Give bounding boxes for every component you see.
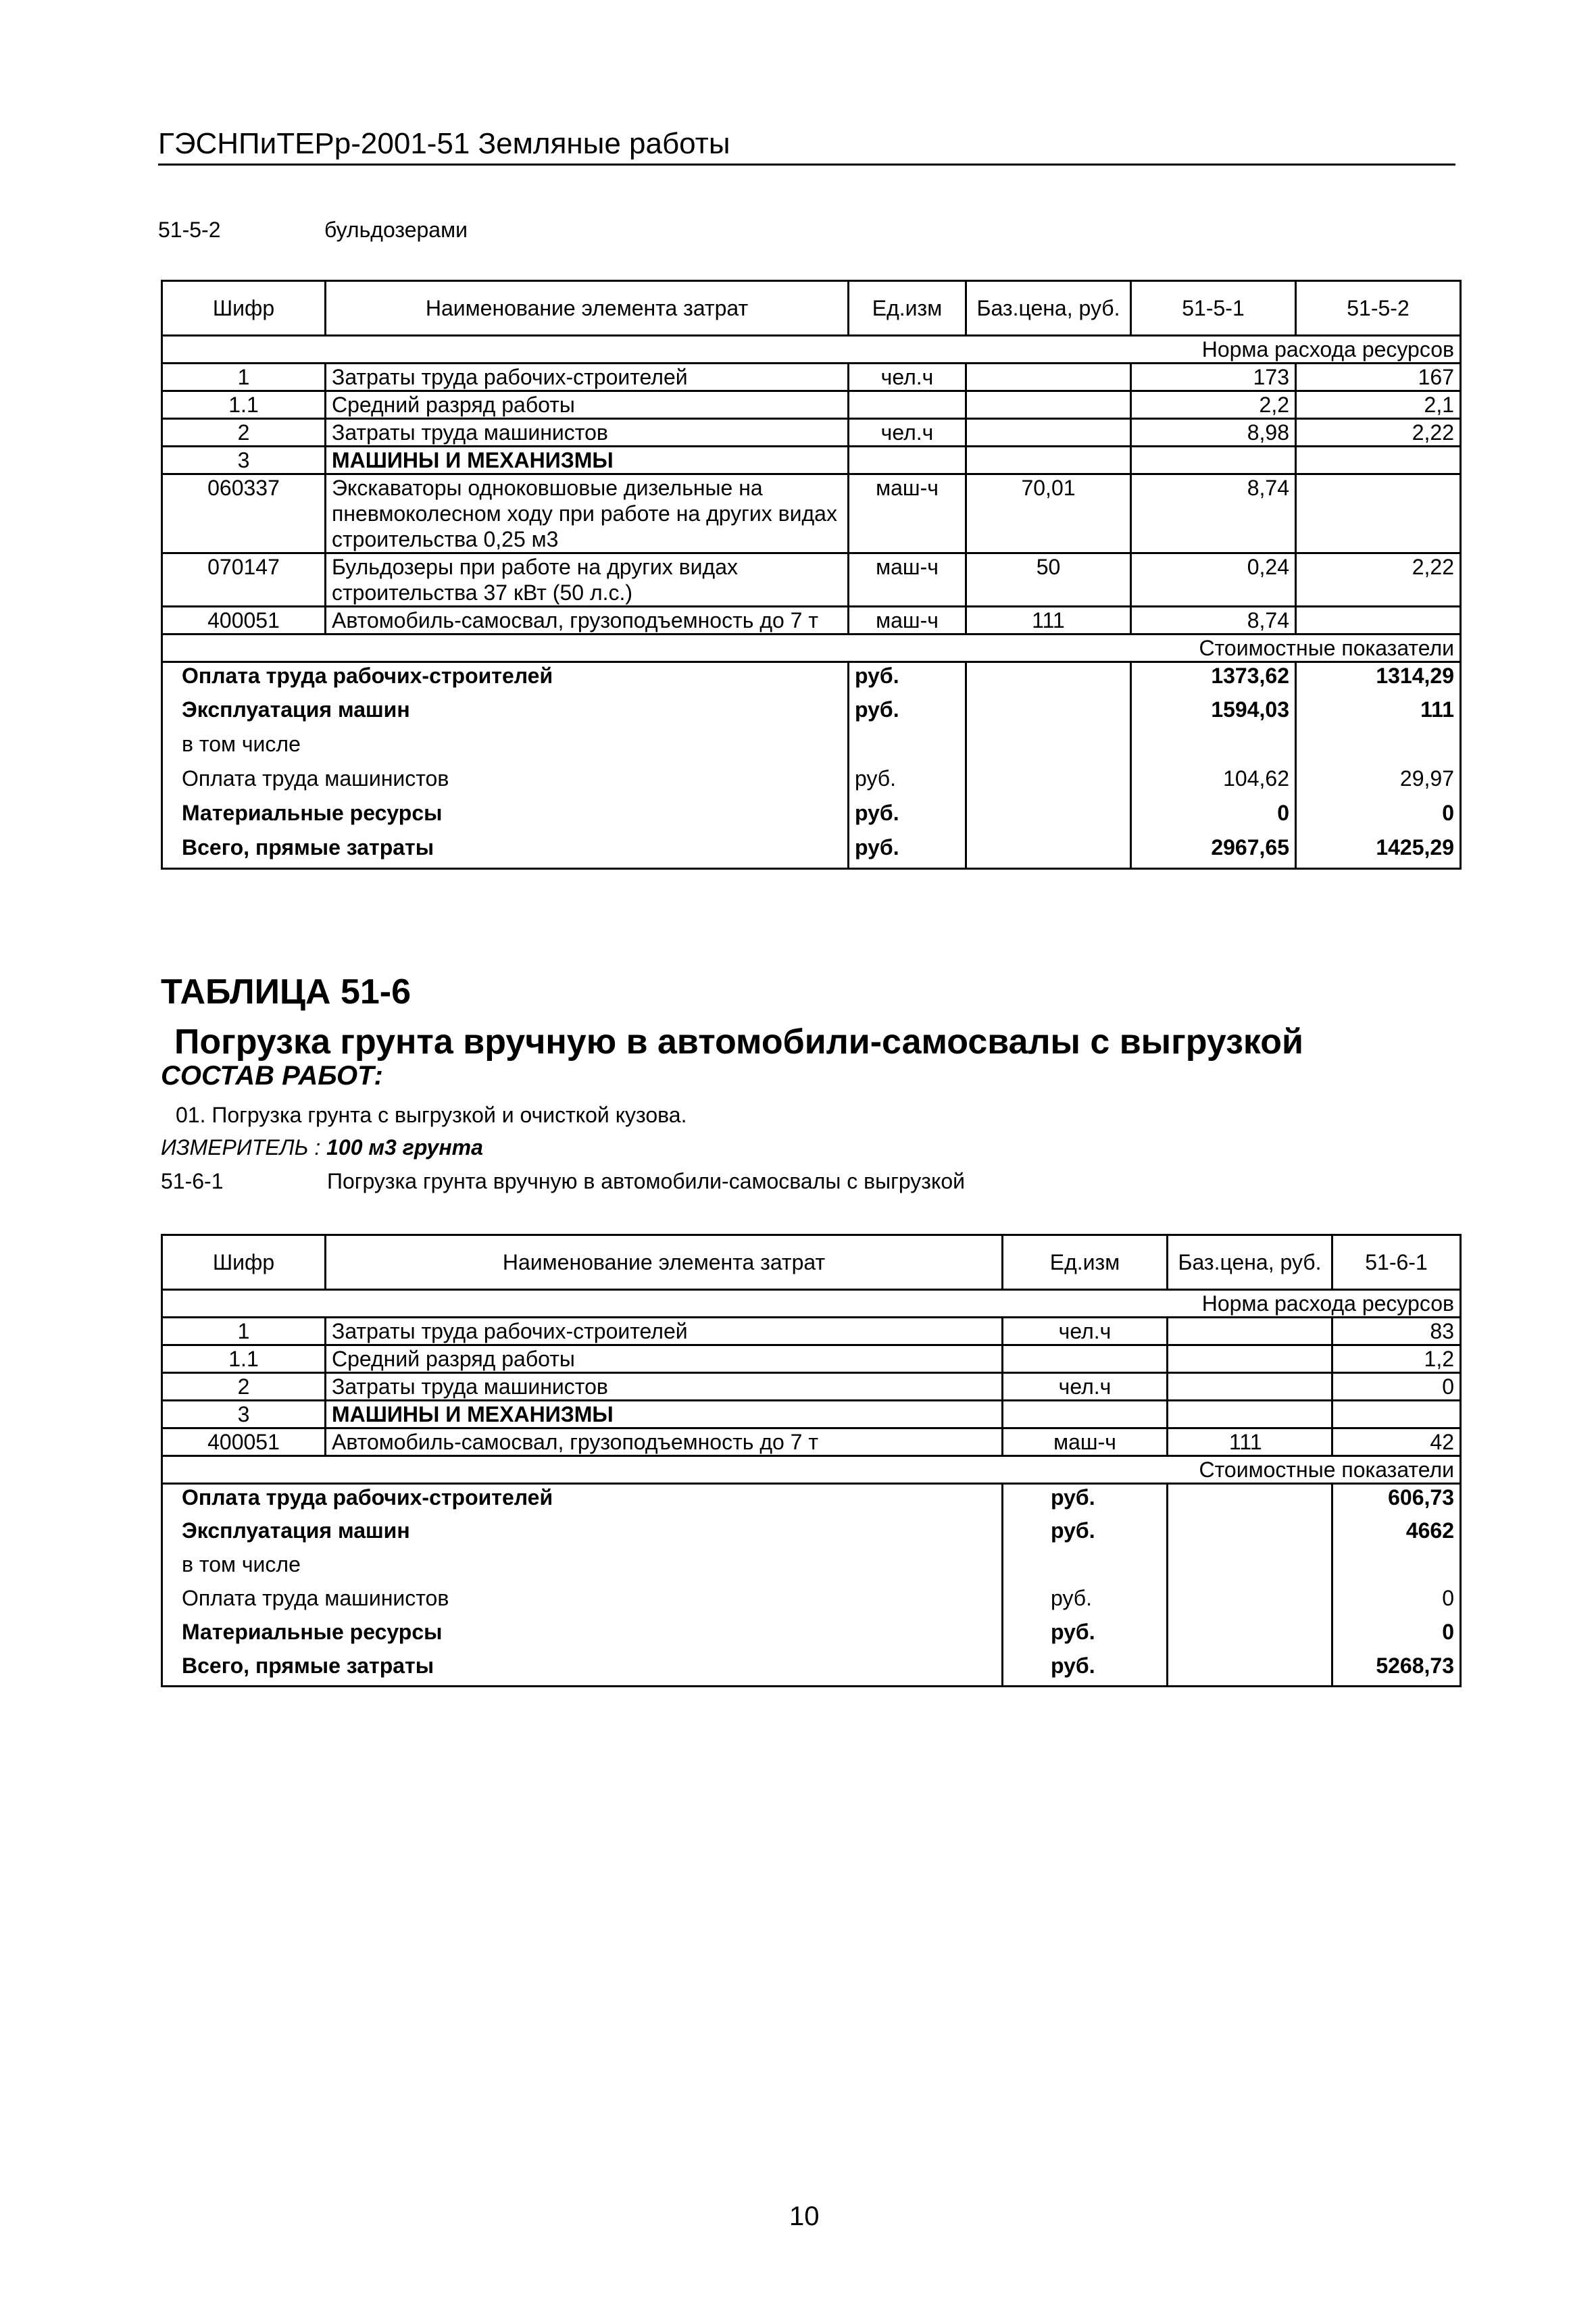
col-header-51-6-1: 51-6-1 xyxy=(1332,1235,1461,1290)
summary-value-2: 1314,29 xyxy=(1296,662,1461,697)
row-price xyxy=(1168,1401,1332,1428)
row-value-2 xyxy=(1296,447,1461,474)
row-value-1: 0 xyxy=(1332,1373,1461,1401)
summary-row xyxy=(162,1653,1461,1687)
summary-label: Оплата труда машинистов xyxy=(162,1585,1003,1619)
row-code: 070147 xyxy=(162,553,326,607)
summary-price xyxy=(1168,1551,1332,1585)
row-value-2 xyxy=(1296,607,1461,634)
summary-price xyxy=(966,697,1131,731)
page-header: ГЭСНПиТЕРр-2001-51 Земляные работы xyxy=(158,127,1455,166)
cost-section-row xyxy=(162,634,1461,662)
summary-row xyxy=(162,1619,1461,1653)
col-header-price: Баз.цена, руб. xyxy=(966,281,1131,336)
row-code: 1 xyxy=(162,364,326,391)
row-code: 060337 xyxy=(162,474,326,553)
summary-value-1: 104,62 xyxy=(1131,766,1296,800)
table-row xyxy=(162,474,1461,553)
summary-row xyxy=(162,697,1461,731)
row-price xyxy=(966,447,1131,474)
summary-unit: руб. xyxy=(1003,1585,1168,1619)
composition-label: СОСТАВ РАБОТ: xyxy=(161,1061,383,1091)
summary-label: Материальные ресурсы xyxy=(162,1619,1003,1653)
summary-unit: руб. xyxy=(849,697,966,731)
summary-value-1: 4662 xyxy=(1332,1518,1461,1551)
summary-row xyxy=(162,731,1461,766)
row-name: Бульдозеры при работе на других видах строительства 37 кВт (50 л.с.) xyxy=(326,553,849,607)
meter-label: ИЗМЕРИТЕЛЬ : xyxy=(161,1135,321,1160)
row-unit xyxy=(849,447,966,474)
row-price xyxy=(1168,1373,1332,1401)
summary-unit xyxy=(1003,1551,1168,1585)
summary-price xyxy=(1168,1484,1332,1518)
row-value-1: 8,74 xyxy=(1131,474,1296,553)
summary-price xyxy=(966,835,1131,869)
section-1-heading xyxy=(158,218,834,245)
row-code: 1 xyxy=(162,1318,326,1345)
row-value-1: 2,2 xyxy=(1131,391,1296,419)
table-title: ТАБЛИЦА 51-6 xyxy=(161,972,412,1012)
summary-unit: руб. xyxy=(1003,1619,1168,1653)
section-2-code: 51-6-1 xyxy=(161,1169,224,1193)
row-name: Затраты труда машинистов xyxy=(326,1373,1003,1401)
row-value-1 xyxy=(1131,447,1296,474)
row-code: 400051 xyxy=(162,1428,326,1456)
summary-value-1: 606,73 xyxy=(1332,1484,1461,1518)
table-header-row xyxy=(162,281,1461,336)
row-price xyxy=(966,364,1131,391)
row-price: 50 xyxy=(966,553,1131,607)
summary-value-1 xyxy=(1332,1551,1461,1585)
summary-value-1: 0 xyxy=(1131,800,1296,835)
row-code: 3 xyxy=(162,1401,326,1428)
summary-unit: руб. xyxy=(849,835,966,869)
row-unit xyxy=(1003,1345,1168,1373)
summary-price xyxy=(1168,1518,1332,1551)
summary-row xyxy=(162,1484,1461,1518)
row-unit: маш-ч xyxy=(849,553,966,607)
summary-unit: руб. xyxy=(849,662,966,697)
row-unit: маш-ч xyxy=(849,474,966,553)
summary-price xyxy=(966,800,1131,835)
summary-value-1: 0 xyxy=(1332,1585,1461,1619)
summary-label: в том числе xyxy=(162,1551,1003,1585)
summary-value-2: 0 xyxy=(1296,800,1461,835)
col-header-name: Наименование элемента затрат xyxy=(326,281,849,336)
summary-unit: руб. xyxy=(1003,1653,1168,1687)
row-code: 3 xyxy=(162,447,326,474)
row-unit xyxy=(1003,1401,1168,1428)
row-unit: чел.ч xyxy=(849,364,966,391)
summary-price xyxy=(966,662,1131,697)
table-heading: Погрузка грунта вручную в автомобили-самосвалы с выгрузкой xyxy=(174,1022,1303,1062)
row-code: 2 xyxy=(162,419,326,447)
row-unit: чел.ч xyxy=(1003,1318,1168,1345)
summary-unit: руб. xyxy=(849,800,966,835)
cost-section-label: Стоимостные показатели xyxy=(162,634,1461,662)
row-code: 1.1 xyxy=(162,391,326,419)
section-1-name: бульдозерами xyxy=(324,218,468,242)
summary-row xyxy=(162,800,1461,835)
norm-section-label: Норма расхода ресурсов xyxy=(162,1290,1461,1318)
summary-value-2: 29,97 xyxy=(1296,766,1461,800)
row-unit xyxy=(849,391,966,419)
summary-value-1: 1594,03 xyxy=(1131,697,1296,731)
summary-unit: руб. xyxy=(1003,1518,1168,1551)
row-value-2 xyxy=(1296,474,1461,553)
table-row xyxy=(162,364,1461,391)
table-row xyxy=(162,391,1461,419)
summary-label: Оплата труда рабочих-строителей xyxy=(162,1484,1003,1518)
table-row xyxy=(162,1345,1461,1373)
summary-value-1: 1373,62 xyxy=(1131,662,1296,697)
summary-price xyxy=(1168,1653,1332,1687)
norm-section-row xyxy=(162,1290,1461,1318)
cost-table-51-5 xyxy=(161,280,1462,870)
row-value-1: 42 xyxy=(1332,1428,1461,1456)
table-row xyxy=(162,1373,1461,1401)
table-row xyxy=(162,1428,1461,1456)
row-value-1: 1,2 xyxy=(1332,1345,1461,1373)
summary-label: Всего, прямые затраты xyxy=(162,1653,1003,1687)
col-header-code: Шифр xyxy=(162,281,326,336)
norm-section-row xyxy=(162,336,1461,364)
section-1-code: 51-5-2 xyxy=(158,218,221,242)
summary-value-1: 5268,73 xyxy=(1332,1653,1461,1687)
row-price xyxy=(1168,1345,1332,1373)
section-2-heading xyxy=(161,1169,1242,1196)
summary-label: Оплата труда машинистов xyxy=(162,766,849,800)
row-name: Автомобиль-самосвал, грузоподъемность до 7 т xyxy=(326,1428,1003,1456)
summary-unit xyxy=(849,731,966,766)
row-name: Средний разряд работы xyxy=(326,391,849,419)
summary-value-2 xyxy=(1296,731,1461,766)
table-header-row xyxy=(162,1235,1461,1290)
cost-section-label: Стоимостные показатели xyxy=(162,1456,1461,1484)
summary-price xyxy=(966,766,1131,800)
cost-section-row xyxy=(162,1456,1461,1484)
col-header-unit: Ед.изм xyxy=(849,281,966,336)
row-name: МАШИНЫ И МЕХАНИЗМЫ xyxy=(326,447,849,474)
row-value-2: 167 xyxy=(1296,364,1461,391)
summary-row xyxy=(162,766,1461,800)
col-header-price: Баз.цена, руб. xyxy=(1168,1235,1332,1290)
table-row xyxy=(162,1318,1461,1345)
row-price: 70,01 xyxy=(966,474,1131,553)
row-value-2: 2,1 xyxy=(1296,391,1461,419)
summary-price xyxy=(1168,1585,1332,1619)
row-value-1: 8,98 xyxy=(1131,419,1296,447)
summary-value-1 xyxy=(1131,731,1296,766)
row-name: Средний разряд работы xyxy=(326,1345,1003,1373)
work-item: 01. Погрузка грунта с выгрузкой и очисткой кузова. xyxy=(176,1103,687,1127)
page-number: 10 xyxy=(789,2201,820,2231)
norm-section-label: Норма расхода ресурсов xyxy=(162,336,1461,364)
summary-label: в том числе xyxy=(162,731,849,766)
row-value-1: 173 xyxy=(1131,364,1296,391)
row-value-2: 2,22 xyxy=(1296,419,1461,447)
row-code: 2 xyxy=(162,1373,326,1401)
row-unit: маш-ч xyxy=(1003,1428,1168,1456)
col-header-unit: Ед.изм xyxy=(1003,1235,1168,1290)
summary-row xyxy=(162,1585,1461,1619)
summary-row xyxy=(162,1551,1461,1585)
table-row xyxy=(162,447,1461,474)
col-header-51-5-1: 51-5-1 xyxy=(1131,281,1296,336)
row-name: Затраты труда рабочих-строителей xyxy=(326,1318,1003,1345)
table-row xyxy=(162,553,1461,607)
row-price: 111 xyxy=(966,607,1131,634)
row-name: Затраты труда рабочих-строителей xyxy=(326,364,849,391)
row-name: Экскаваторы одноковшовые дизельные на пневмоколесном ходу при работе на других видах строительства 0,25 м3 xyxy=(326,474,849,553)
summary-row xyxy=(162,662,1461,697)
meter-value: 100 м3 грунта xyxy=(326,1135,483,1160)
summary-value-1: 2967,65 xyxy=(1131,835,1296,869)
summary-label: Эксплуатация машин xyxy=(162,697,849,731)
row-unit: чел.ч xyxy=(1003,1373,1168,1401)
row-value-2: 2,22 xyxy=(1296,553,1461,607)
row-price xyxy=(966,419,1131,447)
row-price xyxy=(966,391,1131,419)
summary-row xyxy=(162,835,1461,869)
table-row xyxy=(162,419,1461,447)
summary-value-1: 0 xyxy=(1332,1619,1461,1653)
row-unit: чел.ч xyxy=(849,419,966,447)
row-price xyxy=(1168,1318,1332,1345)
row-value-1: 0,24 xyxy=(1131,553,1296,607)
cost-table-51-6 xyxy=(161,1234,1462,1687)
row-value-1: 83 xyxy=(1332,1318,1461,1345)
summary-row xyxy=(162,1518,1461,1551)
summary-label: Эксплуатация машин xyxy=(162,1518,1003,1551)
summary-label: Материальные ресурсы xyxy=(162,800,849,835)
row-value-1 xyxy=(1332,1401,1461,1428)
col-header-code: Шифр xyxy=(162,1235,326,1290)
summary-unit: руб. xyxy=(1003,1484,1168,1518)
row-name: Автомобиль-самосвал, грузоподъемность до 7 т xyxy=(326,607,849,634)
row-name: МАШИНЫ И МЕХАНИЗМЫ xyxy=(326,1401,1003,1428)
summary-unit: руб. xyxy=(849,766,966,800)
row-code: 400051 xyxy=(162,607,326,634)
table-row xyxy=(162,607,1461,634)
summary-label: Всего, прямые затраты xyxy=(162,835,849,869)
summary-value-2: 1425,29 xyxy=(1296,835,1461,869)
col-header-51-5-2: 51-5-2 xyxy=(1296,281,1461,336)
summary-price xyxy=(966,731,1131,766)
row-code: 1.1 xyxy=(162,1345,326,1373)
row-price: 111 xyxy=(1168,1428,1332,1456)
summary-price xyxy=(1168,1619,1332,1653)
row-name: Затраты труда машинистов xyxy=(326,419,849,447)
summary-label: Оплата труда рабочих-строителей xyxy=(162,662,849,697)
meter-line xyxy=(161,1135,483,1160)
section-2-name: Погрузка грунта вручную в автомобили-самосвалы с выгрузкой xyxy=(327,1169,965,1193)
table-row xyxy=(162,1401,1461,1428)
row-value-1: 8,74 xyxy=(1131,607,1296,634)
row-unit: маш-ч xyxy=(849,607,966,634)
summary-value-2: 111 xyxy=(1296,697,1461,731)
col-header-name: Наименование элемента затрат xyxy=(326,1235,1003,1290)
